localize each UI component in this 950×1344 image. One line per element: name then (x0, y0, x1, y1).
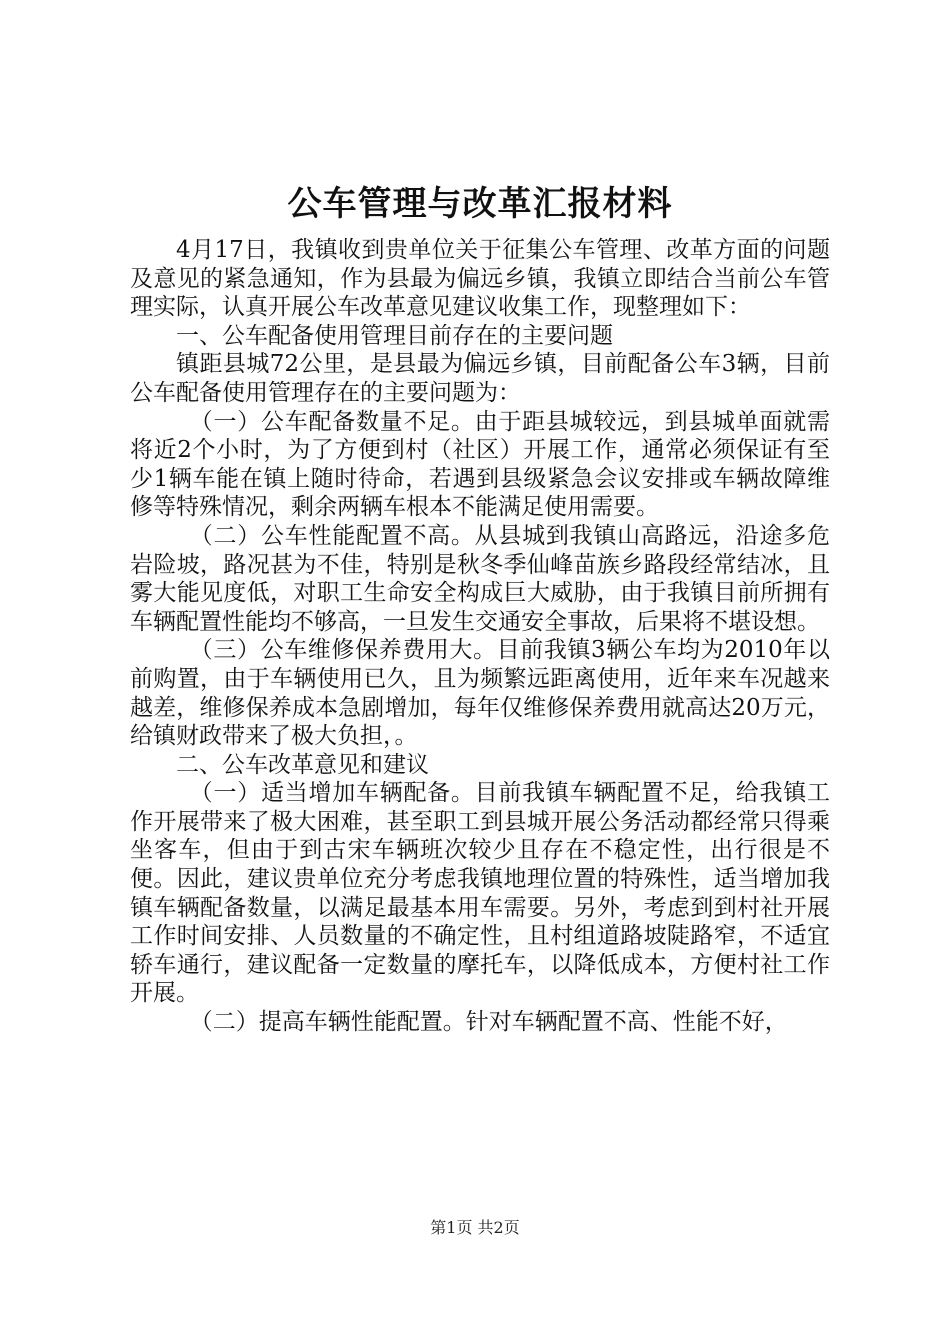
page-number-footer: 第1页 共2页 (430, 1218, 520, 1237)
document-body (130, 236, 830, 1037)
paragraph-suggestion-1: （一）适当增加车辆配备。目前我镇车辆配置不足，给我镇工作开展带来了极大困难，甚至职工到县城开展公务活动都经常只得乘坐客车，但由于到古宋车辆班次较少且存在不稳定性，出行很是不便。因此，建议贵单位充分考虑我镇地理位置的特殊性，适当增加我镇车辆配备数量，以满足最基本用车需要。另外，考虑到到村社开展工作时间安排、人员数量的不确定性，且村组道路坡陡路窄，不适宜轿车通行，建议配备一定数量的摩托车，以降低成本，方便村社工作开展。 (130, 780, 830, 1007)
paragraph-issue-3: （三）公车维修保养费用大。目前我镇3辆公车均为2010年以前购置，由于车辆使用已久，且为频繁远距离使用，近年来车况越来越差，维修保养成本急剧增加，每年仅维修保养费用就高达20万元，给镇财政带来了极大负担，。 (130, 637, 830, 750)
paragraph-issue-2: （二）公车性能配置不高。从县城到我镇山高路远，沿途多危岩险坡，路况甚为不佳，特别是秋冬季仙峰苗族乡路段经常结冰，且雾大能见度低，对职工生命安全构成巨大威胁，由于我镇目前所拥有车辆配置性能均不够高，一旦发生交通安全事故，后果将不堪设想。 (130, 522, 830, 635)
paragraph-intro: 4月17日，我镇收到贵单位关于征集公车管理、改革方面的问题及意见的紧急通知，作为县最为偏远乡镇，我镇立即结合当前公车管理实际，认真开展公车改革意见建议收集工作，现整理如下： (130, 237, 830, 321)
section-heading-1: 一、公车配备使用管理目前存在的主要问题 (176, 322, 613, 349)
paragraph-issue-1: （一）公车配备数量不足。由于距县城较远，到县城单面就需将近2个小时，为了方便到村（社区）开展工作，通常必须保证有至少1辆车能在镇上随时待命，若遇到县级紧急会议安排或车辆故障维修等特殊情况，剩余两辆车根本不能满足使用需要。 (130, 408, 830, 521)
document-page (130, 180, 830, 1037)
paragraph-overview: 镇距县城72公里，是县最为偏远乡镇，目前配备公车3辆，目前公车配备使用管理存在的主要问题为： (130, 351, 830, 406)
section-heading-2: 二、公车改革意见和建议 (176, 751, 429, 778)
paragraph-suggestion-2: （二）提高车辆性能配置。针对车辆配置不高、性能不好， (189, 1009, 788, 1036)
document-title: 公车管理与改革汇报材料 (287, 184, 673, 224)
